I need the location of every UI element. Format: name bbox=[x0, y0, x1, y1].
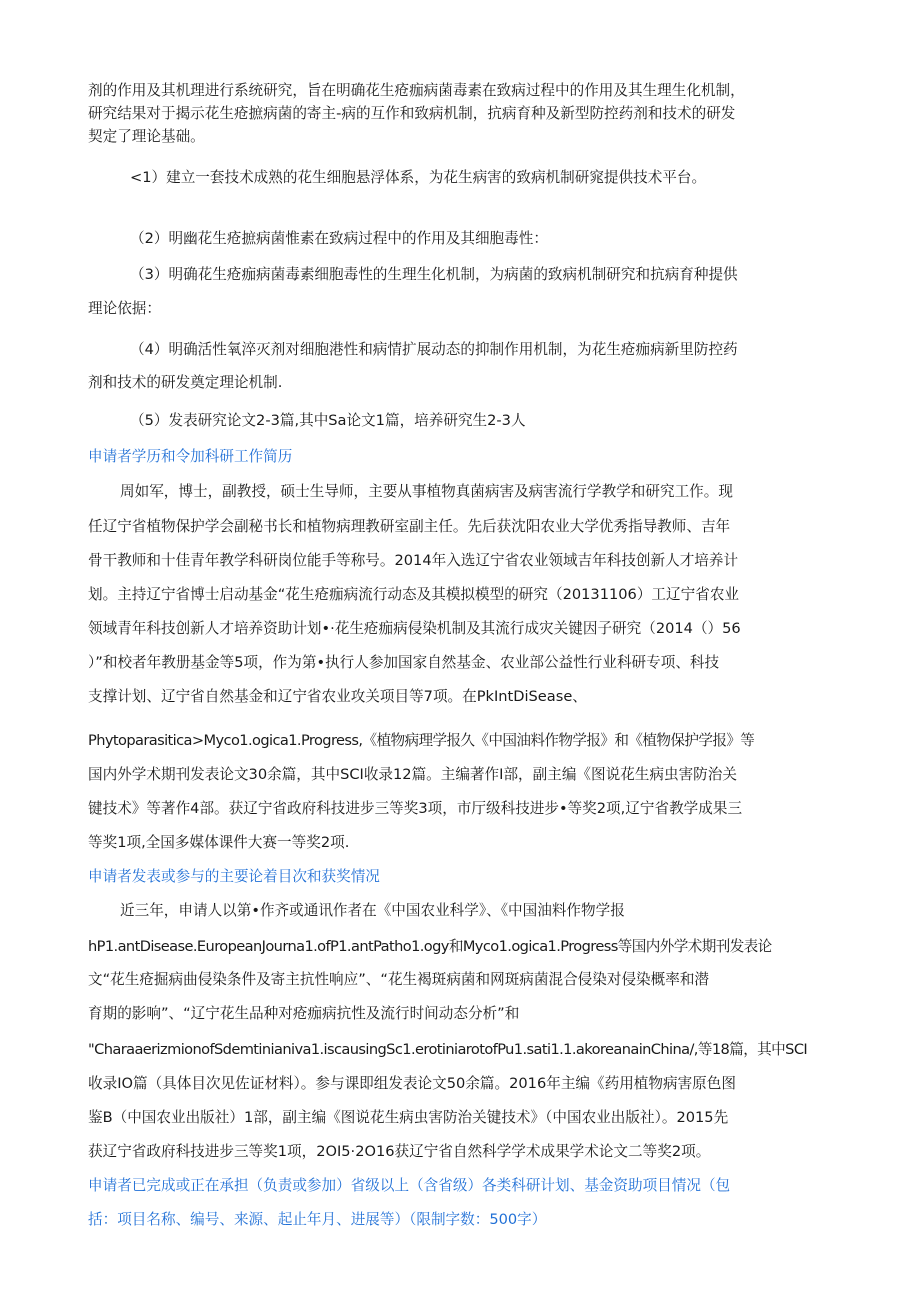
resume-line-3: 骨干教师和十佳青年教学科研岗位能手等称号。2014年入选辽宁省农业领域吉年科技创新人才培养计 bbox=[88, 552, 739, 569]
resume-line-9: 国内外学术期刊发表论文30余篇，其中SCI收录12篇。主编著作I部，副主编《图说花生病虫害防治关 bbox=[88, 766, 737, 783]
section-heading-publications: 申请者发表或参与的主要论着目次和获奖情况 bbox=[88, 868, 380, 885]
goal-3-line-1: （3）明确花生疮痂病菌毒素细胞毒性的生理生化机制，为病菌的致病机制研究和抗病育种提供 bbox=[130, 266, 738, 283]
resume-line-8: Phytoparasitica>Myco1.ogica1.Progress,《植物病理学报久《中国油料作物学报》和《植物保护学报》等 bbox=[88, 732, 755, 749]
section-heading-resume: 申请者学历和令加科研工作简历 bbox=[88, 448, 293, 465]
goal-1: <1）建立一套技术成熟的花生细胞悬浮体系，为花生病害的致病机制研窕提供技术平台。 bbox=[130, 169, 707, 186]
resume-line-5: 领域青年科技创新人才培养资助计划•·花生疮痂病侵染机制及其流行成灾关键因子研究（2014（）56 bbox=[88, 620, 741, 637]
intro-line-2: 研究结果对于揭示花生疮摭病菌的寄主-病的互作和致病机制，抗病育种及新型防控药剂和技术的研发 bbox=[88, 105, 736, 122]
resume-line-10: 键技术》等著作4部。获辽宁省政府科技进步三等奖3项，市厅级科技进步•等奖2项,辽宁省教学成果三 bbox=[88, 800, 743, 817]
pub-line-8: 获辽宁省政府科技进步三等奖1项，2OI5·2O16获辽宁省自然科学学术成果学术论文二等奖2项。 bbox=[88, 1143, 711, 1160]
pub-line-4: 育期的影响”、“辽宁花生品种对疮痂病抗性及流行时间动态分析”和 bbox=[88, 1005, 520, 1022]
section-heading-projects-line-1: 申请者已完成或正在承担（负责或参加）省级以上（含省级）各类科研计划、基金资助项目情况（包 bbox=[88, 1177, 731, 1194]
goal-4-line-2: 剂和技术的研发奠定理论机制. bbox=[88, 374, 283, 391]
pub-line-7: 鉴B（中国农业出版社）1部，副主编《图说花生病虫害防治关键技术》（中国农业出版社）。2015先 bbox=[88, 1109, 729, 1126]
section-heading-projects-line-2: 括：项目名称、编号、来源、起止年月、进展等）（限制字数：500字） bbox=[88, 1211, 547, 1228]
pub-line-3: 文“花生疮掘病曲侵染条件及寄主抗性响应”、“花生褐斑病菌和网斑病菌混合侵染对侵染概率和潜 bbox=[88, 971, 710, 988]
intro-line-3: 契定了理论基础。 bbox=[88, 128, 205, 145]
pub-line-1: 近三年，申请人以第•作齐或通讯作者在《中国农业科学》、《中国油料作物学报 bbox=[120, 902, 625, 919]
resume-line-2: 任辽宁省植物保护学会副秘书长和植物病理教研室副主任。先后获沈阳农业大学优秀指导教师、吉年 bbox=[88, 518, 731, 535]
pub-line-2: hP1.antDisease.EuropeanJourna1.ofP1.antPatho1.ogy和Myco1.ogica1.Progress等国内外学术期刊发表论 bbox=[88, 938, 772, 955]
resume-line-1: 周如军，博士，副教授，硕士生导师，主要从事植物真菌病害及病害流行学教学和研究工作。现 bbox=[120, 483, 733, 500]
goal-2: （2）明幽花生疮摭病菌惟素在致病过程中的作用及其细胞毒性： bbox=[130, 230, 548, 247]
resume-line-11: 等奖1项,全国多媒体课件大赛一等奖2项. bbox=[88, 834, 350, 851]
goal-4-line-1: （4）明确活性氧淬灭剂对细胞港性和病情扩展动态的抑制作用机制，为花生疮痂病新里防控药 bbox=[130, 341, 738, 358]
pub-line-5: "CharaaerizmionofSdemtinianiva1.iscausingSc1.erotiniarotofPu1.sati1.1.akoreanainChina/,等18篇，其中SCI bbox=[88, 1041, 808, 1058]
intro-line-1: 剂的作用及其机理进行系统研究，旨在明确花生疮痂病菌毒素在致病过程中的作用及其生理生化机制， bbox=[88, 82, 745, 99]
resume-line-4: 划。主持辽宁省博士启动基金“花生疮痂病流行动态及其模拟模型的研究（20131106）工辽宁省农业 bbox=[88, 586, 740, 603]
resume-line-7: 支撑计划、辽宁省自然基金和辽宁省农业攻关项目等7项。在PkIntDiSease、 bbox=[88, 688, 587, 705]
pub-line-6: 收录IO篇（具体目次见佐证材料）。参与课即组发表论文50余篇。2016年主编《药用植物病害原色图 bbox=[88, 1075, 736, 1092]
resume-line-6: ）”和校者年教册基金等5项，作为第•执行人参加国家自然基金、农业部公益性行业科研专项、科技 bbox=[88, 654, 720, 671]
goal-3-line-2: 理论依据： bbox=[88, 300, 161, 317]
goal-5: （5）发表研究论文2-3篇,其中Sa论文1篇，培养研究生2-3人 bbox=[130, 412, 526, 429]
